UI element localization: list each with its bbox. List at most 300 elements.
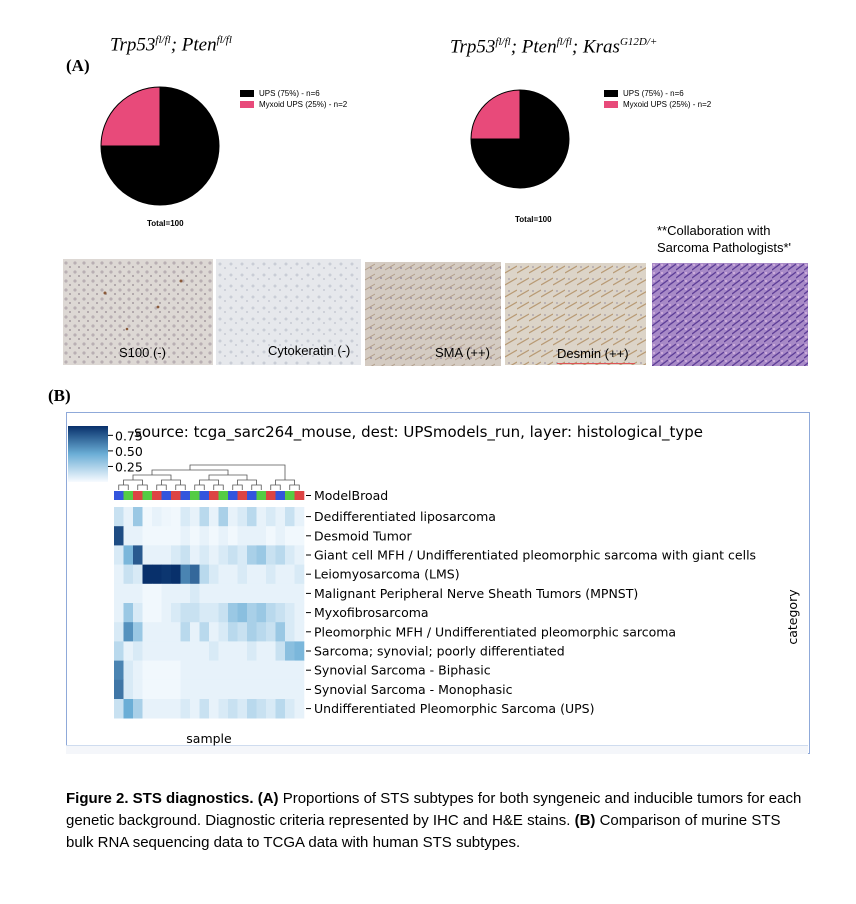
caption-a-text: Proportions of STS subtypes for both syngeneic and inducible tumors for each genetic background. Diagnostic criteria represented by IHC and H&E stains. bbox=[66, 790, 802, 829]
legend-label: UPS (75%) - n=6 bbox=[259, 89, 320, 98]
model-annotation-cell bbox=[181, 491, 191, 500]
heatmap-cell bbox=[143, 641, 153, 661]
heatmap-cell bbox=[266, 680, 276, 700]
heatmap-cell bbox=[228, 526, 238, 546]
heatmap-cell bbox=[133, 603, 143, 623]
heatmap-cell bbox=[124, 661, 134, 681]
separator: ; bbox=[510, 36, 522, 58]
heatmap-cell bbox=[114, 603, 124, 623]
row-label: Pleomorphic MFH / Undifferentiated pleomorphic sarcoma bbox=[314, 624, 677, 640]
heatmap-cell bbox=[285, 680, 295, 700]
heatmap-cell bbox=[247, 545, 257, 565]
heatmap-cell bbox=[247, 507, 257, 527]
heatmap-cell bbox=[190, 526, 200, 546]
heatmap-cell bbox=[114, 584, 124, 604]
gene-name: Trp53 bbox=[110, 34, 156, 56]
heatmap-cell bbox=[266, 545, 276, 565]
heatmap-cell bbox=[285, 507, 295, 527]
colorbar-tick-label: 0.25 bbox=[115, 459, 143, 475]
model-annotation-cell bbox=[276, 491, 286, 500]
stain-label: S100 (-) bbox=[119, 345, 166, 360]
heatmap-cell bbox=[171, 641, 181, 661]
heatmap-cell bbox=[219, 545, 229, 565]
model-annotation-cell bbox=[219, 491, 229, 500]
pie-2-genotype bbox=[450, 36, 657, 58]
heatmap-cell bbox=[114, 661, 124, 681]
heatmap-cell bbox=[124, 545, 134, 565]
row-label: Desmoid Tumor bbox=[314, 528, 412, 544]
heatmap-cell bbox=[133, 545, 143, 565]
row-label: Giant cell MFH / Undifferentiated pleomorphic sarcoma with giant cells bbox=[314, 547, 757, 563]
heatmap-cell bbox=[228, 680, 238, 700]
row-label: Myxofibrosarcoma bbox=[314, 605, 429, 621]
stain-panel-he bbox=[652, 263, 808, 366]
heatmap-cell bbox=[285, 622, 295, 642]
heatmap-cell bbox=[190, 680, 200, 700]
heatmap-cell bbox=[295, 565, 305, 585]
heatmap-cell bbox=[257, 622, 267, 642]
heatmap-cell bbox=[219, 507, 229, 527]
heatmap-cell bbox=[238, 680, 248, 700]
heatmap-cell bbox=[257, 526, 267, 546]
heatmap-cell bbox=[209, 603, 219, 623]
heatmap-cell bbox=[295, 507, 305, 527]
heatmap-cell bbox=[266, 565, 276, 585]
heatmap-cell bbox=[124, 526, 134, 546]
heatmap-cell bbox=[162, 641, 172, 661]
model-annotation-cell bbox=[200, 491, 210, 500]
heatmap-cell bbox=[162, 584, 172, 604]
heatmap-cell bbox=[295, 641, 305, 661]
heatmap-cell bbox=[247, 680, 257, 700]
heatmap-cell bbox=[266, 507, 276, 527]
heatmap-cell bbox=[200, 680, 210, 700]
pie-1-genotype bbox=[110, 34, 232, 56]
heatmap-cell bbox=[114, 641, 124, 661]
heatmap-cell bbox=[295, 603, 305, 623]
heatmap-cell bbox=[247, 699, 257, 719]
heatmap-cell bbox=[228, 661, 238, 681]
heatmap-cell bbox=[295, 661, 305, 681]
heatmap-cell bbox=[143, 526, 153, 546]
heatmap-cell bbox=[181, 622, 191, 642]
heatmap-cell bbox=[228, 584, 238, 604]
heatmap bbox=[66, 412, 808, 748]
heatmap-cell bbox=[276, 565, 286, 585]
heatmap-cell bbox=[266, 526, 276, 546]
model-annotation-cell bbox=[266, 491, 276, 500]
heatmap-cell bbox=[257, 584, 267, 604]
heatmap-cell bbox=[276, 699, 286, 719]
heatmap-cell bbox=[266, 584, 276, 604]
gene-name: Kras bbox=[582, 36, 620, 58]
gene-name: Pten bbox=[521, 36, 557, 58]
pie-chart-1 bbox=[100, 86, 220, 206]
heatmap-cell bbox=[257, 680, 267, 700]
heatmap-cell bbox=[143, 507, 153, 527]
heatmap-cell bbox=[209, 545, 219, 565]
heatmap-cell bbox=[285, 661, 295, 681]
heatmap-cell bbox=[181, 641, 191, 661]
heatmap-cell bbox=[266, 603, 276, 623]
legend-label: Myxoid UPS (25%) - n=2 bbox=[623, 100, 712, 109]
pie-2-legend bbox=[604, 88, 711, 110]
heatmap-cell bbox=[200, 641, 210, 661]
pie-slice-myxoid-ups bbox=[471, 90, 520, 139]
heatmap-cell bbox=[114, 680, 124, 700]
pie-2-total: Total=100 bbox=[515, 215, 552, 224]
heatmap-cell bbox=[171, 565, 181, 585]
heatmap-cell bbox=[228, 641, 238, 661]
caption-b-tag: (B) bbox=[574, 812, 596, 829]
heatmap-cell bbox=[152, 622, 162, 642]
heatmap-cell bbox=[200, 603, 210, 623]
heatmap-cell bbox=[276, 622, 286, 642]
heatmap-cell bbox=[219, 526, 229, 546]
heatmap-cell bbox=[124, 565, 134, 585]
heatmap-cell bbox=[162, 526, 172, 546]
heatmap-cell bbox=[209, 622, 219, 642]
collaboration-note bbox=[657, 222, 791, 256]
stain-panel-cytokeratin bbox=[216, 259, 361, 365]
model-annotation-cell bbox=[162, 491, 172, 500]
model-annotation-cell bbox=[171, 491, 181, 500]
heatmap-cell bbox=[276, 680, 286, 700]
heatmap-cell bbox=[162, 565, 172, 585]
heatmap-cell bbox=[152, 565, 162, 585]
heatmap-cell bbox=[181, 584, 191, 604]
heatmap-cell bbox=[257, 699, 267, 719]
heatmap-cell bbox=[276, 507, 286, 527]
heatmap-cell bbox=[295, 545, 305, 565]
heatmap-cell bbox=[238, 565, 248, 585]
model-annotation-cell bbox=[133, 491, 143, 500]
heatmap-cell bbox=[152, 507, 162, 527]
heatmap-cell bbox=[238, 584, 248, 604]
heatmap-cell bbox=[190, 545, 200, 565]
allele: G12D/+ bbox=[619, 36, 658, 48]
heatmap-cell bbox=[162, 603, 172, 623]
heatmap-cell bbox=[219, 680, 229, 700]
heatmap-cell bbox=[200, 622, 210, 642]
heatmap-cell bbox=[152, 603, 162, 623]
heatmap-cell bbox=[257, 641, 267, 661]
allele: fl/fl bbox=[216, 34, 232, 46]
legend-item bbox=[604, 99, 711, 110]
heatmap-cell bbox=[133, 507, 143, 527]
gene-name: Trp53 bbox=[450, 36, 496, 58]
heatmap-cell bbox=[171, 584, 181, 604]
heatmap-cell bbox=[228, 565, 238, 585]
heatmap-cell bbox=[190, 699, 200, 719]
heatmap-cell bbox=[209, 526, 219, 546]
heatmap-cell bbox=[124, 680, 134, 700]
heatmap-cell bbox=[276, 545, 286, 565]
heatmap-cell bbox=[285, 584, 295, 604]
heatmap-cell bbox=[133, 565, 143, 585]
heatmap-cell bbox=[209, 641, 219, 661]
heatmap-cell bbox=[181, 545, 191, 565]
heatmap-cell bbox=[181, 507, 191, 527]
heatmap-cell bbox=[152, 641, 162, 661]
model-annotation-cell bbox=[228, 491, 238, 500]
heatmap-cell bbox=[124, 641, 134, 661]
heatmap-cell bbox=[171, 699, 181, 719]
heatmap-cell bbox=[285, 641, 295, 661]
separator: ; bbox=[170, 34, 182, 56]
heatmap-cell bbox=[143, 565, 153, 585]
heatmap-cell bbox=[133, 680, 143, 700]
heatmap-cell bbox=[247, 565, 257, 585]
heatmap-cell bbox=[124, 603, 134, 623]
legend-item bbox=[240, 88, 347, 99]
heatmap-cell bbox=[190, 584, 200, 604]
model-annotation-cell bbox=[152, 491, 162, 500]
heatmap-cell bbox=[190, 622, 200, 642]
heatmap-cell bbox=[276, 584, 286, 604]
heatmap-cell bbox=[143, 661, 153, 681]
heatmap-cell bbox=[228, 507, 238, 527]
column-dendrogram bbox=[119, 465, 300, 490]
heatmap-cell bbox=[114, 526, 124, 546]
heatmap-cell bbox=[143, 545, 153, 565]
heatmap-cell bbox=[162, 699, 172, 719]
heatmap-cell bbox=[124, 584, 134, 604]
row-label: Sarcoma; synovial; poorly differentiated bbox=[314, 643, 565, 659]
heatmap-cell bbox=[209, 699, 219, 719]
caption-title: Figure 2. STS diagnostics. bbox=[66, 790, 254, 807]
heatmap-title: source: tcga_sarc264_mouse, dest: UPSmodels_run, layer: histological_type bbox=[134, 423, 704, 441]
heatmap-cell bbox=[285, 603, 295, 623]
heatmap-cell bbox=[171, 661, 181, 681]
heatmap-cell bbox=[266, 699, 276, 719]
heatmap-cell bbox=[171, 603, 181, 623]
heatmap-cell bbox=[209, 565, 219, 585]
heatmap-cell bbox=[238, 622, 248, 642]
collaboration-line-1: **Collaboration with bbox=[657, 223, 771, 238]
heatmap-cell bbox=[152, 526, 162, 546]
collaboration-line-2: Sarcoma Pathologists*' bbox=[657, 240, 791, 255]
heatmap-cell bbox=[276, 661, 286, 681]
heatmap-cell bbox=[114, 622, 124, 642]
heatmap-cell bbox=[276, 526, 286, 546]
pie-1-total: Total=100 bbox=[147, 219, 184, 228]
heatmap-cell bbox=[171, 526, 181, 546]
caption-a-tag: (A) bbox=[257, 790, 279, 807]
heatmap-cell bbox=[190, 565, 200, 585]
model-annotation-cell bbox=[285, 491, 295, 500]
heatmap-cell bbox=[238, 699, 248, 719]
heatmap-cell bbox=[276, 641, 286, 661]
heatmap-cell bbox=[209, 584, 219, 604]
heatmap-cell bbox=[295, 526, 305, 546]
row-label: Undifferentiated Pleomorphic Sarcoma (UPS) bbox=[314, 701, 595, 717]
heatmap-cell bbox=[285, 526, 295, 546]
separator: ; bbox=[571, 36, 583, 58]
legend-item bbox=[240, 99, 347, 110]
heatmap-cell bbox=[219, 565, 229, 585]
legend-item bbox=[604, 88, 711, 99]
heatmap-cell bbox=[295, 622, 305, 642]
heatmap-cell bbox=[162, 661, 172, 681]
model-annotation-cell bbox=[247, 491, 257, 500]
heatmap-cell bbox=[114, 565, 124, 585]
model-annotation-cell bbox=[124, 491, 134, 500]
row-label: Malignant Peripheral Nerve Sheath Tumors (MPNST) bbox=[314, 585, 639, 601]
legend-label: UPS (75%) - n=6 bbox=[623, 89, 684, 98]
heatmap-cell bbox=[228, 622, 238, 642]
heatmap-cell bbox=[181, 680, 191, 700]
model-annotation-cell bbox=[238, 491, 248, 500]
heatmap-cell bbox=[181, 565, 191, 585]
heatmap-cell bbox=[143, 603, 153, 623]
stain-label: SMA (++) bbox=[435, 345, 490, 360]
figure-caption bbox=[66, 788, 806, 854]
heatmap-cell bbox=[266, 641, 276, 661]
heatmap-cell bbox=[238, 507, 248, 527]
heatmap-cell bbox=[200, 526, 210, 546]
heatmap-cell bbox=[190, 641, 200, 661]
legend-swatch bbox=[240, 101, 254, 108]
heatmap-cell bbox=[143, 584, 153, 604]
heatmap-cell bbox=[209, 680, 219, 700]
caption-b-text: Comparison of murine STS bulk RNA sequencing data to TCGA data with human STS subtypes. bbox=[66, 812, 781, 851]
heatmap-cell bbox=[276, 603, 286, 623]
heatmap-cell bbox=[219, 603, 229, 623]
heatmap-cell bbox=[133, 641, 143, 661]
heatmap-cell bbox=[152, 680, 162, 700]
stain-label: Cytokeratin (-) bbox=[268, 343, 351, 358]
heatmap-cell bbox=[257, 565, 267, 585]
heatmap-cell bbox=[238, 661, 248, 681]
stain-panel-s100 bbox=[63, 259, 213, 365]
panel-b-label: (B) bbox=[48, 386, 71, 405]
heatmap-cell bbox=[124, 507, 134, 527]
stain-panel-desmin bbox=[505, 263, 646, 365]
heatmap-cell bbox=[162, 680, 172, 700]
heatmap-cell bbox=[124, 699, 134, 719]
heatmap-cell bbox=[200, 507, 210, 527]
heatmap-cell bbox=[295, 584, 305, 604]
heatmap-cell bbox=[181, 699, 191, 719]
row-label: Dedifferentiated liposarcoma bbox=[314, 509, 496, 525]
heatmap-cell bbox=[247, 661, 257, 681]
heatmap-cell bbox=[257, 603, 267, 623]
heatmap-cell bbox=[133, 584, 143, 604]
model-annotation-cell bbox=[257, 491, 267, 500]
heatmap-cell bbox=[219, 622, 229, 642]
heatmap-cell bbox=[152, 545, 162, 565]
stain-label-underline bbox=[557, 363, 635, 364]
heatmap-cell bbox=[295, 699, 305, 719]
heatmap-cell bbox=[285, 565, 295, 585]
heatmap-cell bbox=[266, 661, 276, 681]
heatmap-cell bbox=[152, 584, 162, 604]
pie-1-legend bbox=[240, 88, 347, 110]
model-annotation-cell bbox=[190, 491, 200, 500]
colorbar bbox=[68, 426, 108, 482]
model-annotation-cell bbox=[209, 491, 219, 500]
heatmap-cell bbox=[133, 622, 143, 642]
heatmap-cell bbox=[238, 526, 248, 546]
heatmap-cell bbox=[200, 661, 210, 681]
heatmap-cell bbox=[285, 545, 295, 565]
heatmap-cell bbox=[247, 622, 257, 642]
heatmap-cell bbox=[247, 526, 257, 546]
heatmap-cell bbox=[228, 545, 238, 565]
heatmap-cell bbox=[190, 507, 200, 527]
heatmap-cell bbox=[200, 565, 210, 585]
heatmap-cell bbox=[181, 661, 191, 681]
heatmap-cell bbox=[181, 526, 191, 546]
pie-slice-myxoid-ups bbox=[101, 87, 160, 146]
heatmap-cell bbox=[219, 661, 229, 681]
heatmap-cell bbox=[266, 622, 276, 642]
stain-label: Desmin (++) bbox=[557, 346, 629, 361]
panel-a-label: (A) bbox=[66, 56, 90, 75]
annotation-row-label: ModelBroad bbox=[314, 488, 389, 503]
heatmap-cell bbox=[181, 603, 191, 623]
y-axis-label: category bbox=[785, 589, 800, 645]
gene-name: Pten bbox=[181, 34, 217, 56]
heatmap-cell bbox=[209, 507, 219, 527]
heatmap-cell bbox=[257, 507, 267, 527]
heatmap-cell bbox=[171, 507, 181, 527]
heatmap-cell bbox=[247, 641, 257, 661]
heatmap-cell bbox=[171, 622, 181, 642]
model-annotation-cell bbox=[295, 491, 305, 500]
heatmap-cell bbox=[209, 661, 219, 681]
heatmap-cell bbox=[200, 699, 210, 719]
pie-chart-2 bbox=[470, 88, 570, 190]
heatmap-cell bbox=[143, 680, 153, 700]
heatmap-cell bbox=[171, 680, 181, 700]
heatmap-cell bbox=[219, 584, 229, 604]
heatmap-cell bbox=[238, 641, 248, 661]
heatmap-cell bbox=[162, 622, 172, 642]
heatmap-cell bbox=[200, 545, 210, 565]
heatmap-cell bbox=[219, 641, 229, 661]
heatmap-cell bbox=[143, 699, 153, 719]
colorbar-tick-label: 0.50 bbox=[115, 443, 143, 459]
row-label: Synovial Sarcoma - Monophasic bbox=[314, 681, 513, 697]
stain-panel-sma bbox=[365, 262, 501, 366]
x-axis-label: sample bbox=[186, 731, 232, 747]
heatmap-cell bbox=[257, 661, 267, 681]
he-stain-image bbox=[652, 263, 808, 366]
heatmap-cell bbox=[143, 622, 153, 642]
heatmap-cell bbox=[171, 545, 181, 565]
allele: fl/fl bbox=[556, 36, 572, 48]
heatmap-cell bbox=[247, 584, 257, 604]
heatmap-cell bbox=[219, 699, 229, 719]
heatmap-cell bbox=[133, 661, 143, 681]
heatmap-cell bbox=[285, 699, 295, 719]
heatmap-cell bbox=[238, 545, 248, 565]
model-annotation-cell bbox=[114, 491, 124, 500]
heatmap-cell bbox=[228, 699, 238, 719]
heatmap-cell bbox=[162, 545, 172, 565]
heatmap-cell bbox=[162, 507, 172, 527]
heatmap-cell bbox=[114, 545, 124, 565]
model-annotation-cell bbox=[143, 491, 153, 500]
heatmap-cell bbox=[238, 603, 248, 623]
legend-swatch bbox=[604, 101, 618, 108]
row-label: Leiomyosarcoma (LMS) bbox=[314, 566, 460, 582]
heatmap-cell bbox=[114, 699, 124, 719]
heatmap-cell bbox=[152, 699, 162, 719]
heatmap-cell bbox=[247, 603, 257, 623]
